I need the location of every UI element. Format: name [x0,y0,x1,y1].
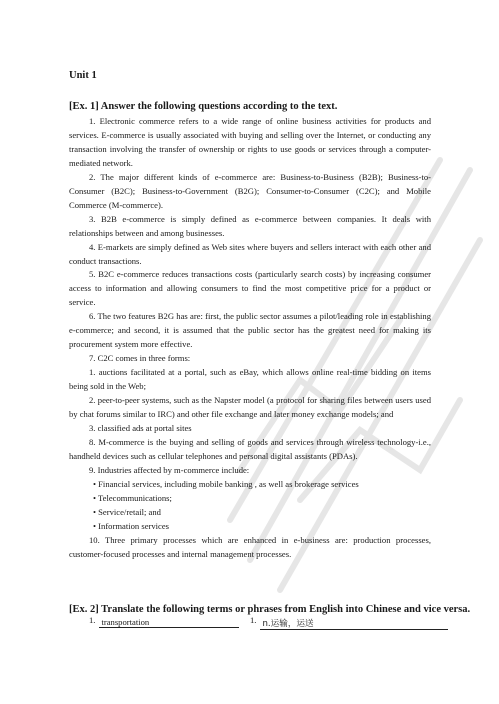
exercise-1-answers [69,115,431,562]
bullet-item: • Telecommunications; [93,492,172,503]
answer-paragraph: 2. The major different kinds of e-commerce are: Business-to-Business (B2B); Business-to-Consumer (B2C); Business-to-Government (B2G); Consumer-to-Consumer (C2C); and Mobile Commerce (M-commerce). [69,171,431,210]
answer-paragraph: 1. Electronic commerce refers to a wide range of online business activities for products and services. E-commerce is usually associated with buying and selling over the Internet, or conducting any transaction involving the transfer of ownership or rights to use goods or services through a computer-mediated network. [69,116,431,168]
bullet-item: • Service/retail; and [93,506,161,517]
translation-item [89,617,239,628]
answer-paragraph: 10. Three primary processes which are enhanced in e-business are: production processes, customer-focused processes and internal management processes. [69,534,431,559]
answer-line: n.运输，运送 [260,617,448,630]
item-number: 1. [250,615,257,625]
bullet-item: • Financial services, including mobile banking , as well as brokerage services [93,478,359,489]
answer-paragraph: 9. Industries affected by m-commerce include: [89,464,250,475]
answer-paragraph: 6. The two features B2G has are: first, the public sector assumes a pilot/leading role in establishing e-commerce; and second, it is assumed that the public sector has the greatest need for making its procurement system more effective. [69,311,431,350]
answer-paragraph: 4. E-markets are simply defined as Web sites where buyers and sellers interact with each other and conduct transactions. [69,241,431,266]
bullet-item: • Information services [93,520,170,531]
answer-paragraph: 8. M-commerce is the buying and selling of goods and services through wireless technology-i.e., handheld devices such as cellular telephones and personal digital assistants (PDAs). [69,436,431,461]
answer-line: transportation [99,617,239,628]
exercise-1-heading: [Ex. 1] Answer the following questions according to the text. [69,101,338,112]
answer-paragraph: 1. auctions facilitated at a portal, such as eBay, which allows online real-time bidding on items being sold in the Web; [69,367,431,392]
answer-paragraph: 3. classified ads at portal sites [89,422,192,433]
translation-item [250,617,448,630]
item-number: 1. [89,615,96,625]
answer-paragraph: 2. peer-to-peer systems, such as the Napster model (a protocol for sharing files between users used by chat forums similar to IRC) and other file exchange and later money exchange models; and [69,395,431,420]
exercise-2-heading: [Ex. 2] Translate the following terms or phrases from English into Chinese and vice versa. [69,604,471,615]
answer-paragraph: 5. B2C e-commerce reduces transactions costs (particularly search costs) by increasing consumer access to information and allowing consumers to find the most competitive price for a product or service. [69,269,431,308]
unit-title: Unit 1 [69,70,97,81]
answer-paragraph: 3. B2B e-commerce is simply defined as e-commerce between companies. It deals with relationships between and among businesses. [69,213,431,238]
answer-paragraph: 7. C2C comes in three forms: [89,353,191,364]
